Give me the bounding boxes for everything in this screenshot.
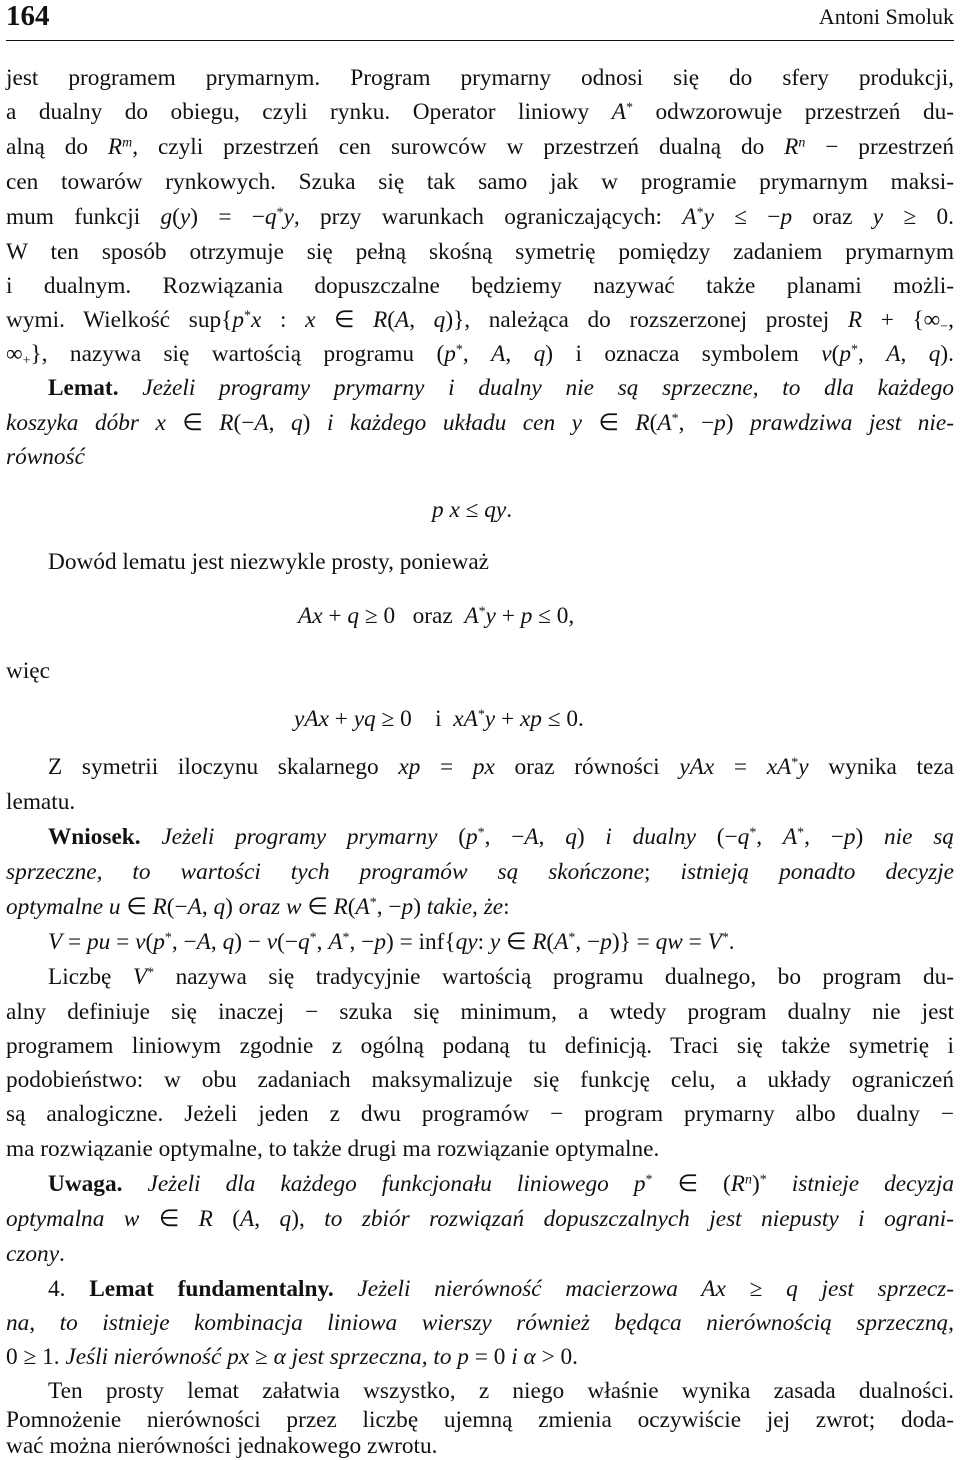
corollary-line: optymalne u ∈ R(−A, q) oraz w ∈ R(A*, −p) takie, że: — [6, 894, 510, 920]
text-line: są analogiczne. Jeżeli jeden z dwu programów − program prymarny albo dualny − — [6, 1101, 954, 1127]
text-line: wymi. Wielkość sup{p*x : x ∈ R(A, q)}, należąca do rozszerzonej prostej $R + \{\infty_-$, — [6, 307, 954, 335]
text-line: mum funkcji g(y) = −q*y, przy warunkach ograniczających: A*y ≤ −p oraz y ≥ 0. — [6, 204, 955, 230]
corollary-line: sprzeczne, to wartości tych programów są skończone; istnieją ponadto decyzje — [6, 859, 954, 885]
text-line: a dualny do obiegu, czyli rynku. Operator liniowy A* odwzorowuje przestrzeń du- — [6, 99, 955, 125]
display-equation: yAx + yq ≥ 0 i xA*y + xp ≤ 0. — [294, 706, 584, 732]
text-line: wać można nierówności jednakowego zwrotu. — [6, 1433, 438, 1459]
display-equation: V = pu = v(p*, −A, q) − v(−q*, A*, −p) = inf{qy: y ∈ R(A*, −p)} = qw = V*. — [48, 929, 735, 955]
lemma-line: koszyka dóbr x ∈ R(−A, q) i każdego układu cen y ∈ R(A*, −p) prawdziwa jest nie- — [6, 410, 954, 436]
corollary-line: Wniosek. Jeżeli programy prymarny (p*, −A, q) i dualny (−q*, A*, −p) nie są — [48, 824, 954, 850]
fundamental-lemma-line: 0 ≥ 1. Jeśli nierówność px ≥ α jest sprzeczna, to p = 0 i α > 0. — [6, 1344, 579, 1370]
fundamental-lemma-line: 4. Lemat fundamentalny. Jeżeli nierówność macierzowa Ax ≥ q jest sprzecz- — [48, 1276, 954, 1302]
text-line: cen towarów rynkowych. Szuka się tak samo jak w programie prymarnym maksi- — [6, 169, 954, 195]
text-line: Z symetrii iloczynu skalarnego xp = px oraz równości yAx = xA*y wynika teza — [48, 754, 955, 780]
text-line: lematu. — [6, 789, 76, 815]
running-author: Antoni Smoluk — [818, 4, 954, 29]
fundamental-lemma-line: na, to istnieje kombinacja liniowa wierszy również będąca nierównością sprzeczną, — [6, 1310, 954, 1336]
remark-line: Uwaga. Jeżeli dla każdego funkcjonału liniowego p* ∈ $(R^n)^*$ istnieje decyzja — [48, 1171, 954, 1197]
text-line: podobieństwo: w obu zadaniach maksymalizuje się funkcję celu, a układy ograniczeń — [6, 1067, 954, 1093]
text-line: alny definiuje się inaczej − szuka się minimum, a wtedy program dualny nie jest — [6, 999, 954, 1025]
text-line: Pomnożenie nierówności przez liczbę ujemną zmienia oczywiście jej zwrot; doda- — [6, 1407, 954, 1433]
text-line: Ten prosty lemat załatwia wszystko, z niego właśnie wynika zasada dualności. — [48, 1378, 954, 1404]
text-line: więc — [6, 658, 50, 684]
text-line: $\infty_+$}, nazywa się wartością programu (p*, A, q) i oznacza symbolem v(p*, A, q). — [6, 341, 954, 369]
display-equation: Ax + q ≥ 0 oraz A*y + p ≤ 0, — [298, 603, 575, 629]
text-line: programem liniowym zgodnie z ogólną podaną tu definicją. Traci się także symetrię i — [6, 1033, 954, 1059]
text-line: Dowód lematu jest niezwykle prosty, ponieważ — [48, 549, 490, 575]
remark-line: czony. — [6, 1241, 65, 1267]
text-line: W ten sposób otrzymuje się pełną skośną symetrię pomiędzy zadaniem prymarnym — [6, 239, 954, 265]
page-header — [6, 0, 954, 41]
text-line: i dualnym. Rozwiązania dopuszczalne będziemy nazywać także planami możli- — [6, 273, 954, 299]
text-line: jest programem prymarnym. Program prymarny odnosi się do sfery produkcji, — [6, 65, 954, 91]
text-line: alną do $R^m$, czyli przestrzeń cen surowców w przestrzeń dualną do $R^n$ − przestrzeń — [6, 134, 955, 160]
text-line: ma rozwiązanie optymalne, to także drugi ma rozwiązanie optymalne. — [6, 1136, 660, 1162]
lemma-line: równość — [6, 444, 85, 470]
display-equation: p x ≤ qy. — [432, 497, 513, 523]
page-number: 164 — [6, 0, 50, 32]
lemma-line: Lemat. Jeżeli programy prymarny i dualny nie są sprzeczne, to dla każdego — [48, 375, 955, 401]
remark-line: optymalna w ∈ R (A, q), to zbiór rozwiązań dopuszczalnych jest niepusty i ograni- — [6, 1206, 954, 1232]
text-line: Liczbę V* nazywa się tradycyjnie wartością programu dualnego, bo program du- — [48, 964, 954, 990]
